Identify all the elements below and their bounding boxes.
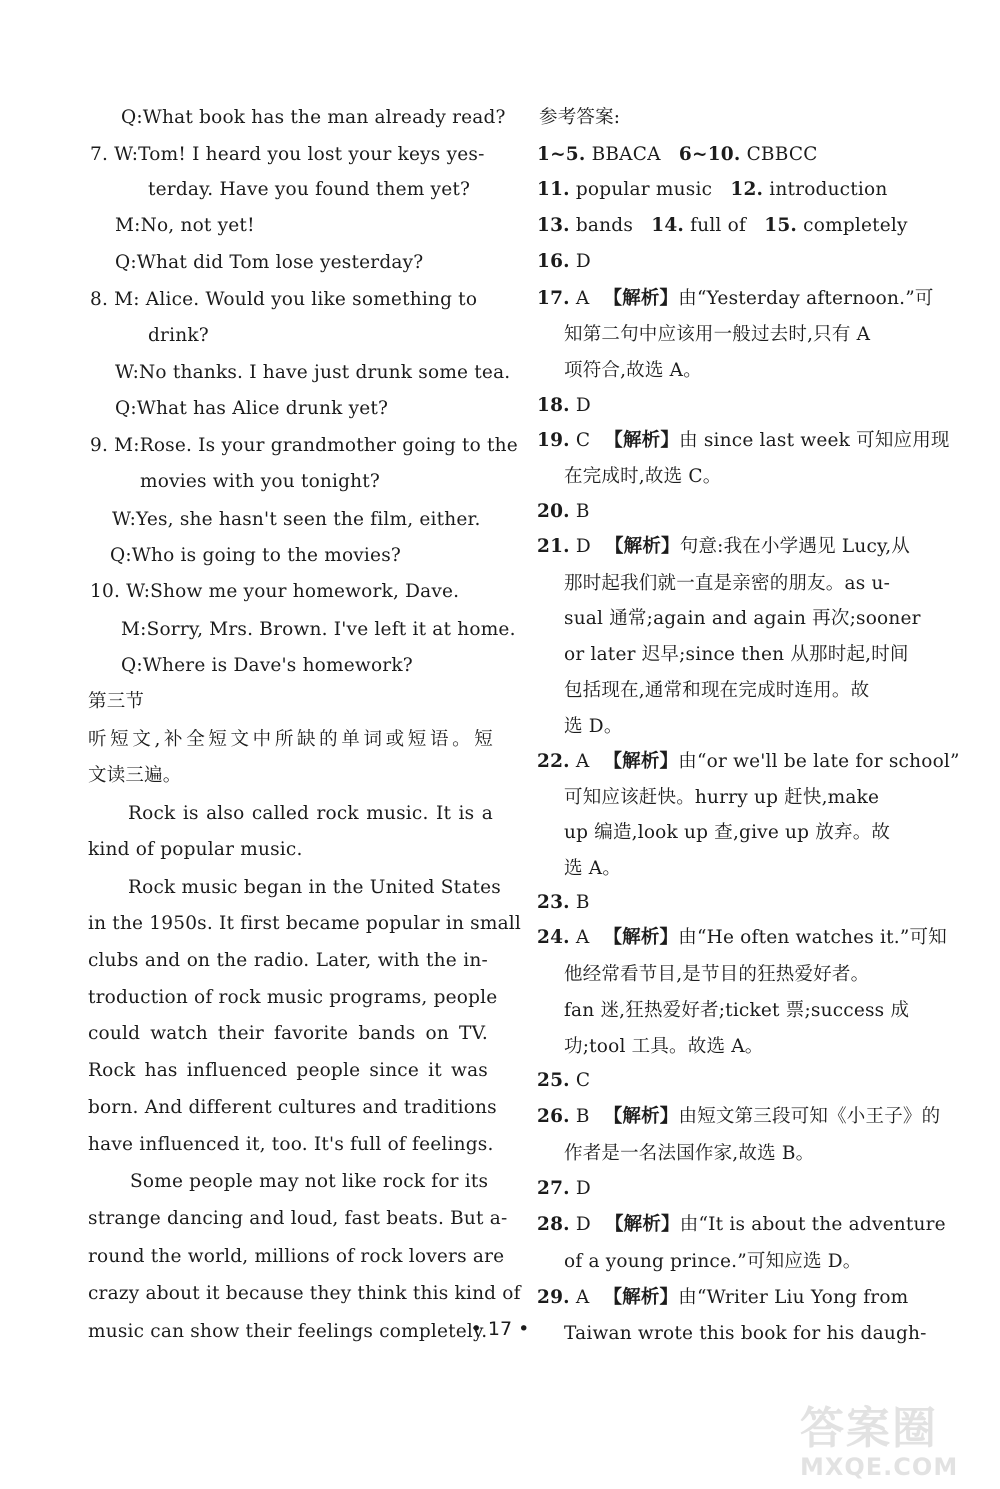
explanation-text: 由 since last week 可知应用现 [679, 430, 950, 451]
dialogue-line: Q:Who is going to the movies? [110, 545, 402, 566]
dialogue-line: 10. W:Show me your homework, Dave. [90, 581, 460, 602]
passage-line: music can show their feelings completely. [88, 1321, 488, 1342]
answer-item [537, 535, 910, 559]
passage-line: Rock has influenced people since it was [88, 1060, 488, 1081]
dialogue-line: Q:What has Alice drunk yet? [115, 398, 389, 419]
answer-letter: D [575, 1214, 591, 1235]
answer-item [537, 891, 590, 915]
passage-line: strange dancing and loud, fast beats. But a- [88, 1208, 508, 1229]
passage-line: could watch their favorite bands on TV. [88, 1023, 488, 1044]
section-heading: 第三节 [88, 691, 145, 712]
passage-line: Rock music began in the United States [128, 877, 501, 898]
dialogue-line: 9. M:Rose. Is your grandmother going to the [90, 435, 518, 456]
answer-letter: D [575, 251, 591, 272]
explanation-text: 由“Writer Liu Yong from [678, 1287, 909, 1308]
item-number: 11. [537, 179, 570, 200]
answer-item [537, 500, 590, 524]
dialogue-line: M:Sorry, Mrs. Brown. I've left it at home. [121, 619, 516, 640]
answer-item [537, 1069, 590, 1093]
watermark-top-text: 答案圈 [800, 1403, 938, 1454]
answer-letter: D [575, 1178, 591, 1199]
explanation-line: 可知应该赶快。hurry up 赶快,make [564, 787, 880, 808]
analysis-tag: 【解析】 [603, 927, 679, 948]
dialogue-line: Q:What book has the man already read? [121, 107, 506, 128]
item-number: 15. [764, 215, 798, 236]
answer-value: CBBCC [746, 144, 818, 165]
analysis-tag: 【解析】 [603, 1287, 679, 1308]
dialogue-line: 8. M: Alice. Would you like something to [90, 289, 478, 310]
answer-value: BBACA [591, 144, 661, 165]
passage-line: in the 1950s. It first became popular in small [88, 913, 522, 934]
answer-row [537, 214, 908, 238]
answer-letter: C [575, 1070, 591, 1091]
answer-item [537, 287, 934, 311]
answer-value: popular music [575, 179, 713, 200]
item-number: 17. [537, 288, 570, 309]
answer-value: bands [575, 215, 634, 236]
passage-line: crazy about it because they think this kind of [88, 1283, 521, 1304]
passage-line: have influenced it, too. It's full of feelings. [88, 1134, 494, 1155]
explanation-line: up 编造,look up 查,give up 放弃。故 [564, 822, 891, 843]
instruction-line: 听短文,补全短文中所缺的单词或短语。短 [88, 729, 493, 750]
answer-row [537, 143, 818, 167]
explanation-text: 由“He often watches it.”可知 [678, 927, 947, 948]
answer-item [537, 1213, 946, 1237]
answer-item [537, 429, 950, 453]
answer-item [537, 750, 960, 774]
explanation-line: sual 通常;again and again 再次;sooner [564, 608, 921, 629]
passage-line: Rock is also called rock music. It is a [128, 803, 493, 824]
item-number: 21. [537, 536, 570, 557]
explanation-line: 包括现在,通常和现在完成时连用。故 [564, 680, 870, 701]
passage-line: troduction of rock music programs, people [88, 987, 498, 1008]
item-number: 28. [537, 1214, 570, 1235]
dialogue-line: drink? [148, 325, 209, 346]
passage-line: clubs and on the radio. Later, with the in- [88, 950, 488, 971]
explanation-line: 知第二句中应该用一般过去时,只有 A [564, 324, 871, 345]
explanation-line: 选 A。 [564, 858, 622, 879]
answer-letter: B [575, 501, 590, 522]
dialogue-line: 7. W:Tom! I heard you lost your keys yes- [90, 144, 485, 165]
item-number: 26. [537, 1106, 570, 1127]
item-number: 14. [651, 215, 685, 236]
answer-row [537, 178, 887, 202]
dialogue-line: M:No, not yet! [115, 215, 255, 236]
explanation-line: 那时起我们就一直是亲密的朋友。as u- [564, 573, 891, 594]
analysis-tag: 【解析】 [604, 430, 680, 451]
watermark-logo [800, 1405, 980, 1489]
instruction-line: 文读三遍。 [88, 765, 182, 786]
answer-item [537, 1177, 591, 1201]
dialogue-line: terday. Have you found them yet? [148, 179, 471, 200]
answer-letter: D [575, 536, 591, 557]
answer-letter: D [575, 395, 591, 416]
explanation-line: 作者是一名法国作家,故选 B。 [564, 1143, 815, 1164]
item-number: 20. [537, 501, 570, 522]
answer-item [537, 250, 591, 274]
explanation-line: 项符合,故选 A。 [564, 360, 702, 381]
answer-item [537, 926, 947, 950]
explanation-line: fan 迷,狂热爱好者;ticket 票;success 成 [564, 1000, 910, 1021]
item-number: 22. [537, 751, 570, 772]
item-number: 1~5. [537, 144, 586, 165]
item-number: 18. [537, 395, 570, 416]
answer-letter: A [575, 751, 590, 772]
watermark-bottom-text: MXQE.COM [800, 1453, 959, 1481]
item-number: 16. [537, 251, 570, 272]
dialogue-line: W:No thanks. I have just drunk some tea. [115, 362, 511, 383]
analysis-tag: 【解析】 [603, 288, 679, 309]
answer-value: full of [690, 215, 747, 236]
item-number: 12. [730, 179, 764, 200]
analysis-tag: 【解析】 [604, 1214, 680, 1235]
passage-line: born. And different cultures and traditions [88, 1097, 497, 1118]
answer-key-heading: 参考答案: [539, 107, 621, 128]
explanation-text: 句意:我在小学遇见 Lucy,从 [679, 536, 911, 557]
passage-line: Some people may not like rock for its [130, 1171, 489, 1192]
item-number: 27. [537, 1178, 570, 1199]
answer-item [537, 1286, 908, 1310]
explanation-line: 在完成时,故选 C。 [564, 466, 722, 487]
explanation-line: 他经常看节目,是节目的狂热爱好者。 [564, 964, 870, 985]
answer-letter: C [575, 430, 591, 451]
explanation-text: 由“It is about the adventure [679, 1214, 946, 1235]
explanation-line: of a young prince.”可知应选 D。 [564, 1251, 862, 1272]
explanation-line: 功;tool 工具。故选 A。 [564, 1036, 764, 1057]
dialogue-line: Q:What did Tom lose yesterday? [115, 252, 424, 273]
analysis-tag: 【解析】 [604, 536, 680, 557]
item-number: 19. [537, 430, 570, 451]
explanation-text: 由“or we'll be late for school” [678, 751, 960, 772]
dialogue-line: W:Yes, she hasn't seen the film, either. [112, 509, 481, 530]
explanation-line: Taiwan wrote this book for his daugh- [564, 1323, 927, 1344]
answer-letter: B [575, 1106, 590, 1127]
page-number: • 17 • [470, 1318, 530, 1340]
answer-letter: B [575, 892, 590, 913]
passage-line: kind of popular music. [88, 839, 303, 860]
explanation-text: 由“Yesterday afternoon.”可 [678, 288, 934, 309]
item-number: 23. [537, 892, 570, 913]
answer-letter: A [575, 927, 590, 948]
explanation-line: 选 D。 [564, 716, 623, 737]
answer-item [537, 394, 591, 418]
analysis-tag: 【解析】 [603, 1106, 679, 1127]
item-number: 29. [537, 1287, 570, 1308]
answer-value: introduction [769, 179, 888, 200]
item-number: 13. [537, 215, 570, 236]
passage-line: round the world, millions of rock lovers are [88, 1246, 505, 1267]
answer-value: completely [803, 215, 908, 236]
explanation-line: or later 迟早;since then 从那时起,时间 [564, 644, 909, 665]
answer-item [537, 1105, 940, 1129]
answer-letter: A [575, 288, 590, 309]
item-number: 25. [537, 1070, 570, 1091]
item-number: 24. [537, 927, 570, 948]
dialogue-line: Q:Where is Dave's homework? [121, 655, 413, 676]
analysis-tag: 【解析】 [603, 751, 679, 772]
item-number: 6~10. [678, 144, 741, 165]
explanation-text: 由短文第三段可知《小王子》的 [678, 1106, 941, 1127]
dialogue-line: movies with you tonight? [140, 471, 381, 492]
answer-letter: A [575, 1287, 590, 1308]
